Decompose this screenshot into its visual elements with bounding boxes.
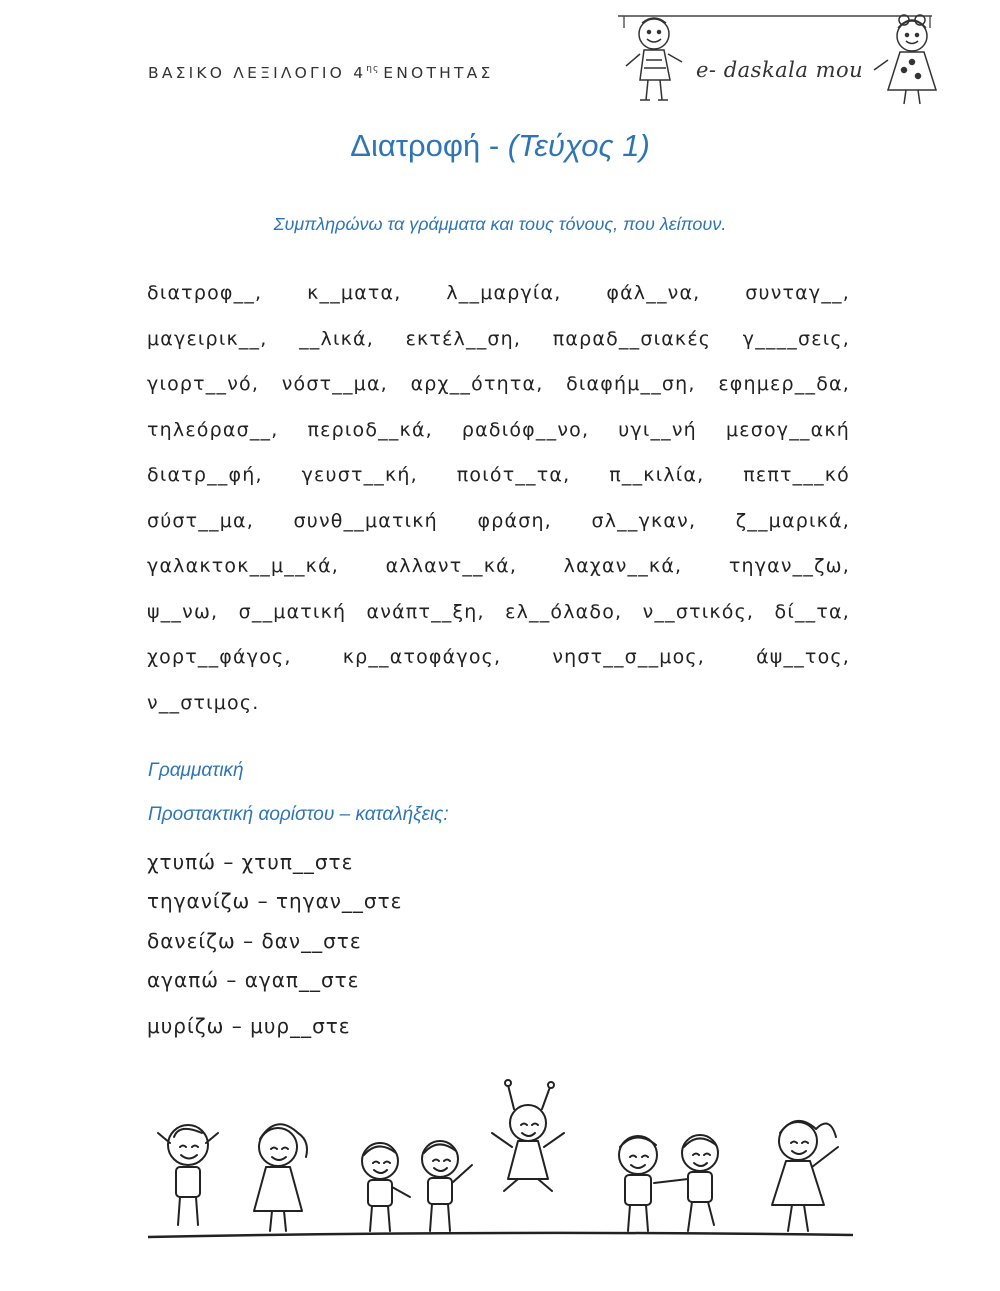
word-line	[147, 419, 850, 465]
kids-drawing	[148, 1075, 853, 1245]
word-line	[147, 692, 850, 738]
vocabulary-exercise	[147, 282, 850, 737]
imperative-item: δανείζω – δαν__στε	[147, 929, 362, 953]
imperative-item: τηγανίζω – τηγαν__στε	[147, 889, 403, 913]
imperative-item: χτυπώ – χτυπ__στε	[147, 850, 354, 874]
fill-in-word: σλ__γκαν,	[591, 509, 697, 532]
word-line	[147, 328, 850, 374]
logo-text: e- daskala mou	[696, 58, 864, 82]
fill-in-word: __λικά,	[299, 327, 374, 350]
fill-in-word: ψ__νω,	[147, 600, 219, 623]
fill-in-word: κρ__ατοφάγος,	[342, 646, 502, 668]
fill-in-word: άψ__τος,	[756, 646, 850, 668]
fill-in-word: περιοδ__κά,	[307, 418, 433, 441]
fill-in-word: παραδ__σιακές	[552, 327, 712, 350]
word-line	[147, 510, 850, 556]
fill-in-word: π__κιλία,	[609, 464, 705, 486]
fill-in-word: φράση,	[477, 509, 552, 532]
fill-in-word: εκτέλ__ση,	[405, 327, 522, 350]
fill-in-word: ζ__μαρικά,	[735, 509, 850, 532]
fill-in-word: αρχ__ότητα,	[410, 373, 544, 395]
word-line	[147, 373, 850, 419]
unit-label	[148, 64, 493, 82]
fill-in-word: δί__τα,	[774, 600, 850, 623]
imperative-item: αγαπώ – αγαπ__στε	[147, 968, 360, 992]
kids-illustration	[148, 1075, 853, 1245]
title-main: Διατροφή -	[350, 128, 508, 163]
fill-in-word: κ__ματα,	[307, 282, 402, 304]
word-line	[147, 646, 850, 692]
page-title	[0, 128, 1000, 164]
fill-in-word: σ__ματική	[238, 600, 347, 623]
unit-label-main: ΒΑΣΙΚΟ ΛΕΞΙΛΟΓΙΟ 4	[148, 64, 367, 82]
fill-in-word: σύστ__μα,	[147, 509, 254, 532]
fill-in-word: χορτ__φάγος,	[147, 646, 292, 668]
fill-in-word: πεπτ___κό	[743, 464, 850, 486]
fill-in-word: ραδιόφ__νο,	[461, 418, 590, 441]
word-line	[147, 282, 850, 328]
fill-in-word: γ____σεις,	[742, 327, 850, 350]
fill-in-word: ν__στιμος.	[147, 691, 260, 714]
unit-label-sup: ης	[366, 64, 380, 74]
fill-in-word: γευστ__κή,	[301, 464, 418, 486]
unit-label-end: ΕΝΟΤΗΤΑΣ	[383, 64, 494, 82]
grammar-heading: Γραμματική	[148, 760, 244, 781]
fill-in-word: ποιότ__τα,	[456, 464, 571, 486]
fill-in-word: υγι__νή	[618, 418, 697, 441]
fill-in-word: φάλ__να,	[606, 282, 701, 304]
fill-in-word: συνταγ__,	[745, 282, 850, 304]
word-line	[147, 464, 850, 510]
fill-in-word: τηγαν__ζω,	[728, 555, 850, 577]
fill-in-word: τηλεόρασ__,	[147, 418, 279, 441]
fill-in-word: μαγειρικ__,	[147, 327, 268, 350]
fill-in-word: διατρ__φή,	[147, 464, 263, 486]
e-daskala-logo	[612, 10, 942, 110]
fill-in-word: γιορτ__νό,	[147, 373, 260, 395]
fill-in-word: ανάπτ__ξη,	[366, 600, 485, 623]
fill-in-word: ελ__όλαδο,	[505, 600, 623, 623]
fill-in-word: μεσογ__ακή	[725, 418, 850, 441]
fill-in-word: αλλαντ__κά,	[385, 555, 518, 577]
fill-in-word: γαλακτοκ__μ__κά,	[147, 555, 340, 577]
fill-in-word: ν__στικός,	[642, 600, 755, 623]
title-issue: (Τεύχος 1)	[507, 128, 650, 163]
fill-in-word: διαφήμ__ση,	[566, 373, 696, 395]
fill-in-word: νηστ__σ__μος,	[552, 646, 706, 668]
word-line	[147, 555, 850, 601]
fill-in-word: εφημερ__δα,	[718, 373, 850, 395]
fill-in-word: λαχαν__κά,	[563, 555, 683, 577]
instruction-text: Συμπληρώνω τα γράμματα και τους τόνους, που λείπουν.	[273, 214, 727, 234]
imperative-item: μυρίζω – μυρ__στε	[147, 1014, 351, 1038]
fill-in-word: διατροφ__,	[147, 282, 263, 304]
word-line	[147, 601, 850, 647]
fill-in-word: νόστ__μα,	[281, 373, 388, 395]
fill-in-word: συνθ__ματική	[293, 509, 438, 532]
fill-in-word: λ__μαργία,	[446, 282, 562, 304]
grammar-subheading: Προστακτική αορίστου – καταλήξεις:	[148, 804, 449, 825]
